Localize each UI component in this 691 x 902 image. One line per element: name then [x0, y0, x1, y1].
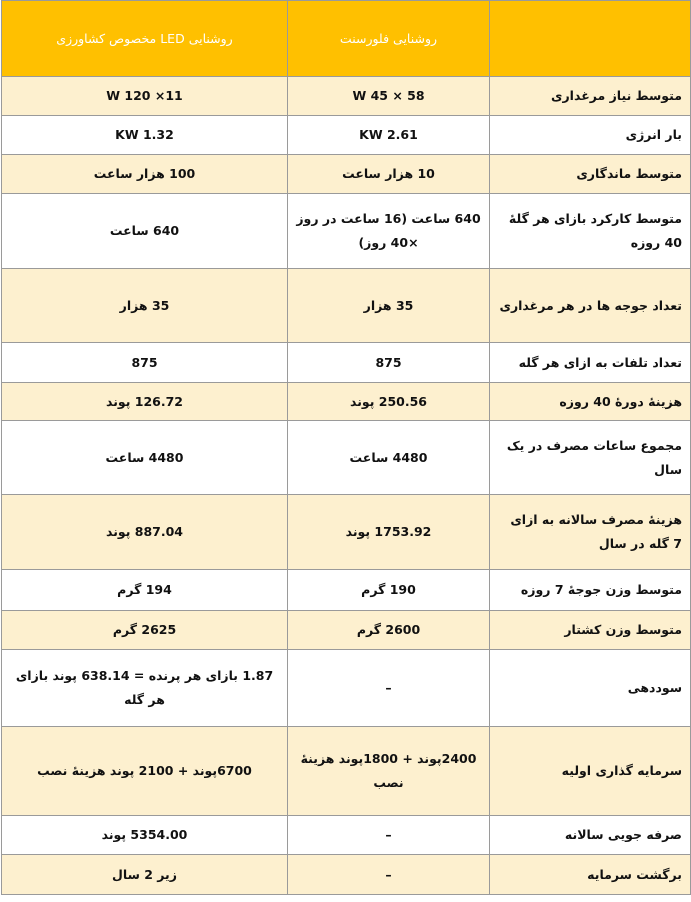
- led-value: 5354.00 پوند: [2, 816, 288, 855]
- row-label: هزینۀ دورۀ 40 روزه: [490, 383, 691, 421]
- row-label: سرمایه گذاری اولیه: [490, 727, 691, 816]
- table-row: [2, 611, 691, 650]
- fluorescent-value: 640 ساعت (16 ساعت در روز ×40 روز): [288, 194, 490, 269]
- table-row: [2, 816, 691, 855]
- table-row: [2, 116, 691, 155]
- led-value: 4480 ساعت: [2, 421, 288, 495]
- header-led: روشنایی LED مخصوص کشاورزی: [2, 1, 288, 77]
- row-label: مجموع ساعات مصرف در یک سال: [490, 421, 691, 495]
- fluorescent-value: 250.56 پوند: [288, 383, 490, 421]
- fluorescent-value: 190 گرم: [288, 570, 490, 611]
- fluorescent-value: 875: [288, 343, 490, 383]
- fluorescent-value: W 45 × 58: [288, 77, 490, 116]
- fluorescent-value: –: [288, 816, 490, 855]
- row-label: متوسط وزن جوجۀ 7 روزه: [490, 570, 691, 611]
- row-label: هزینۀ مصرف سالانه به ازای 7 گله در سال: [490, 495, 691, 570]
- fluorescent-value: 4480 ساعت: [288, 421, 490, 495]
- led-value: 887.04 پوند: [2, 495, 288, 570]
- led-value: 1.87 بازای هر پرنده = 638.14 پوند بازای هر گله: [2, 650, 288, 727]
- table-row: [2, 194, 691, 269]
- fluorescent-value: 2400پوند + 1800پوند هزینۀ نصب: [288, 727, 490, 816]
- table-row: [2, 269, 691, 343]
- fluorescent-value: –: [288, 855, 490, 895]
- comparison-table-body: [2, 1, 691, 895]
- led-value: W 120 ×11: [2, 77, 288, 116]
- header-fluorescent: روشنایی فلورسنت: [288, 1, 490, 77]
- header-label-cell: [490, 1, 691, 77]
- fluorescent-value: 1753.92 پوند: [288, 495, 490, 570]
- table-row: [2, 421, 691, 495]
- table-row: [2, 495, 691, 570]
- row-label: سوددهی: [490, 650, 691, 727]
- row-label: متوسط نیاز مرغداری: [490, 77, 691, 116]
- comparison-table: [1, 0, 691, 895]
- table-row: [2, 383, 691, 421]
- table-row: [2, 650, 691, 727]
- led-value: زیر 2 سال: [2, 855, 288, 895]
- row-label: بار انرژی: [490, 116, 691, 155]
- table-row: [2, 855, 691, 895]
- led-value: 100 هزار ساعت: [2, 155, 288, 194]
- row-label: متوسط وزن کشتار: [490, 611, 691, 650]
- table-row: [2, 343, 691, 383]
- fluorescent-value: KW 2.61: [288, 116, 490, 155]
- led-value: 2625 گرم: [2, 611, 288, 650]
- fluorescent-value: 35 هزار: [288, 269, 490, 343]
- led-value: 194 گرم: [2, 570, 288, 611]
- table-row: [2, 77, 691, 116]
- row-label: تعداد تلفات به ازای هر گله: [490, 343, 691, 383]
- row-label: متوسط کارکرد بازای هر گلۀ 40 روزه: [490, 194, 691, 269]
- row-label: متوسط ماندگاری: [490, 155, 691, 194]
- led-value: 640 ساعت: [2, 194, 288, 269]
- led-value: 126.72 پوند: [2, 383, 288, 421]
- table-row: [2, 727, 691, 816]
- led-value: KW 1.32: [2, 116, 288, 155]
- led-value: 35 هزار: [2, 269, 288, 343]
- table-row: [2, 155, 691, 194]
- fluorescent-value: 10 هزار ساعت: [288, 155, 490, 194]
- table-row: [2, 570, 691, 611]
- fluorescent-value: 2600 گرم: [288, 611, 490, 650]
- row-label: برگشت سرمایه: [490, 855, 691, 895]
- led-value: 6700پوند + 2100 پوند هزینۀ نصب: [2, 727, 288, 816]
- led-value: 875: [2, 343, 288, 383]
- row-label: صرفه جویی سالانه: [490, 816, 691, 855]
- fluorescent-value: –: [288, 650, 490, 727]
- row-label: تعداد جوجه ها در هر مرغداری: [490, 269, 691, 343]
- header-row: [2, 1, 691, 77]
